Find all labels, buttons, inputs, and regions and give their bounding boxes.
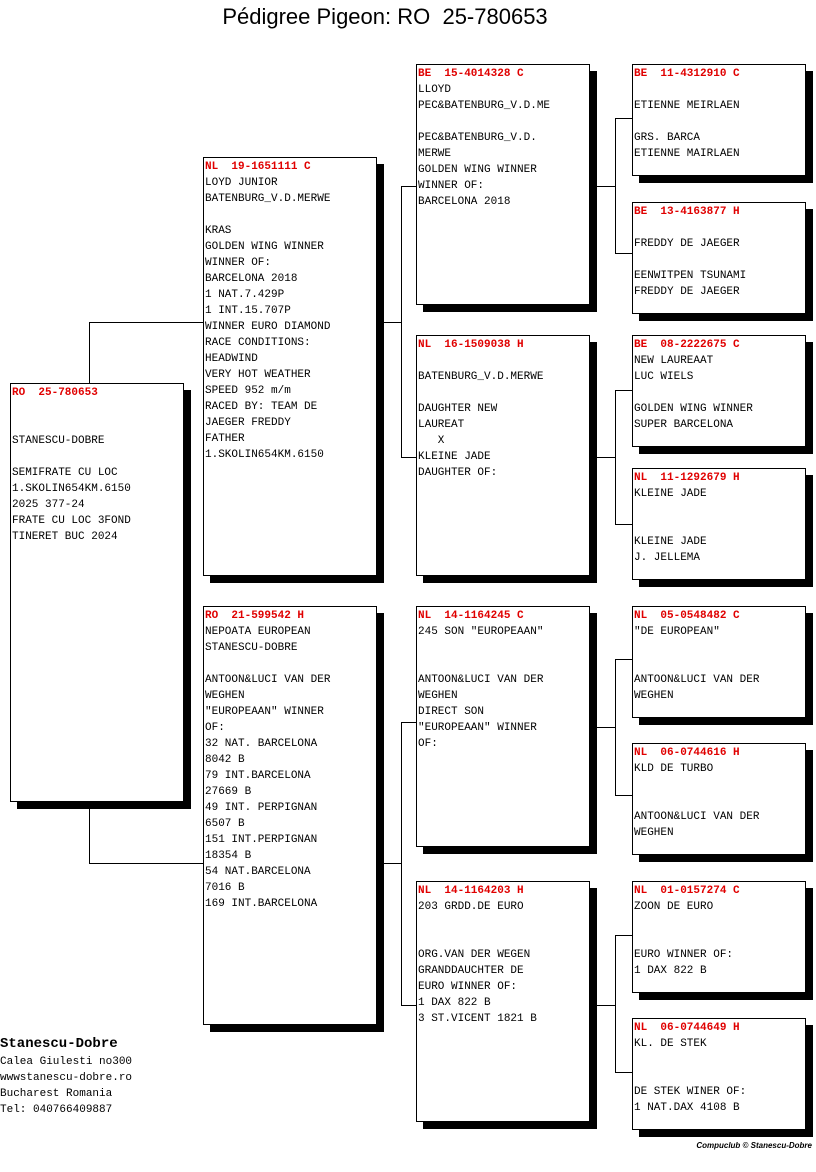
- ring-number: NL 14-1164245 C: [418, 610, 524, 622]
- connector-line: [615, 118, 633, 119]
- ring-number: RO 25-780653: [12, 387, 98, 399]
- ring-number: NL 14-1164203 H: [418, 885, 524, 897]
- ring-number: NL 06-0744649 H: [634, 1022, 740, 1034]
- connector-line: [401, 186, 402, 457]
- pigeon-card-fff[interactable]: [632, 64, 806, 176]
- connector-line: [401, 1005, 417, 1006]
- pigeon-card-mother-dam[interactable]: [416, 881, 590, 1122]
- pigeon-card-fmf[interactable]: [632, 335, 806, 447]
- pedigree-line: [418, 385, 589, 401]
- pedigree-line: GOLDEN WING WINNER: [205, 241, 324, 253]
- pedigree-line: RACE CONDITIONS:: [205, 337, 311, 349]
- pedigree-line: [634, 82, 805, 98]
- pedigree-line: JAEGER FREDDY: [205, 417, 291, 429]
- pedigree-line: 151 INT.PERPIGNAN: [205, 834, 318, 846]
- connector-line: [384, 863, 401, 864]
- pedigree-line: SPEED 952 m/m: [205, 385, 291, 397]
- connector-line: [615, 253, 633, 254]
- pedigree-line: 203 GRDD.DE EURO: [418, 901, 524, 913]
- pedigree-line: ANTOON&LUCI VAN DER: [418, 674, 544, 686]
- pigeon-card-mfm[interactable]: [632, 743, 806, 855]
- pedigree-line: KLEINE JADE: [634, 488, 707, 500]
- connector-line: [89, 808, 90, 863]
- pigeon-card-ffm[interactable]: [632, 202, 806, 314]
- connector-line: [401, 722, 402, 1005]
- pedigree-line: [634, 777, 805, 793]
- ring-number: BE 13-4163877 H: [634, 206, 740, 218]
- pedigree-line: PEC&BATENBURG_V.D.: [418, 132, 537, 144]
- footer-credit: Compuclub © Stanescu-Dobre: [696, 1141, 812, 1150]
- pedigree-line: [418, 114, 589, 130]
- ring-number: BE 15-4014328 C: [418, 68, 524, 80]
- pedigree-line: LUC WIELS: [634, 371, 694, 383]
- pedigree-line: DAUGHTER OF:: [418, 467, 498, 479]
- pedigree-line: ZOON DE EURO: [634, 901, 714, 913]
- connector-line: [89, 322, 204, 323]
- pedigree-line: [205, 207, 376, 223]
- pedigree-line: [418, 656, 589, 672]
- ring-number: RO 21-599542 H: [205, 610, 305, 622]
- pedigree-line: [205, 656, 376, 672]
- pedigree-line: 7016 B: [205, 882, 245, 894]
- connector-line: [615, 659, 616, 795]
- pedigree-line: [418, 915, 589, 931]
- pedigree-line: "DE EUROPEAN": [634, 626, 720, 638]
- pedigree-line: LAUREAT: [418, 419, 465, 431]
- pedigree-line: [634, 656, 805, 672]
- connector-line: [597, 457, 615, 458]
- pedigree-line: 8042 B: [205, 754, 245, 766]
- pedigree-line: OF:: [418, 738, 438, 750]
- pedigree-line: STANESCU-DOBRE: [205, 642, 298, 654]
- pedigree-line: BARCELONA 2018: [205, 273, 298, 285]
- pedigree-line: FATHER: [205, 433, 245, 445]
- pedigree-line: PEC&BATENBURG_V.D.ME: [418, 100, 551, 112]
- connector-line: [615, 795, 633, 796]
- pedigree-line: [634, 1052, 805, 1068]
- pedigree-line: WEGHEN: [634, 827, 674, 839]
- pedigree-line: BARCELONA 2018: [418, 196, 511, 208]
- pedigree-line: KL. DE STEK: [634, 1038, 707, 1050]
- pedigree-line: 32 NAT. BARCELONA: [205, 738, 318, 750]
- pedigree-line: [634, 793, 805, 809]
- connector-line: [384, 322, 401, 323]
- pedigree-line: [12, 449, 183, 465]
- pedigree-line: [12, 417, 183, 433]
- pigeon-card-mmf[interactable]: [632, 881, 806, 993]
- ring-number: NL 19-1651111 C: [205, 161, 311, 173]
- pedigree-line: WINNER OF:: [205, 257, 272, 269]
- pedigree-line: 1 NAT.7.429P: [205, 289, 285, 301]
- pedigree-line: GOLDEN WING WINNER: [418, 164, 537, 176]
- pedigree-line: [634, 220, 805, 236]
- connector-line: [615, 935, 633, 936]
- connector-line: [615, 390, 633, 391]
- pedigree-line: LLOYD: [418, 84, 452, 96]
- connector-line: [615, 524, 633, 525]
- pedigree-line: STANESCU-DOBRE: [12, 435, 105, 447]
- pedigree-line: NEPOATA EUROPEAN: [205, 626, 311, 638]
- pedigree-line: [418, 353, 589, 369]
- pedigree-line: [634, 385, 805, 401]
- pedigree-line: 3 ST.VICENT 1821 B: [418, 1013, 537, 1025]
- pedigree-line: 1.SKOLIN654KM.6150: [205, 449, 324, 461]
- page-title: Pédigree Pigeon: RO 25-780653: [222, 4, 548, 29]
- ring-number: BE 11-4312910 C: [634, 68, 740, 80]
- pedigree-line: MERWE: [418, 148, 452, 160]
- pedigree-line: 27669 B: [205, 786, 252, 798]
- connector-line: [401, 186, 417, 187]
- connector-line: [615, 118, 616, 253]
- pedigree-line: BATENBURG_V.D.MERWE: [418, 371, 544, 383]
- connector-line: [401, 457, 417, 458]
- pedigree-line: FREDDY DE JAEGER: [634, 286, 740, 298]
- pedigree-line: 2025 377-24: [12, 499, 85, 511]
- pedigree-line: SUPER BARCELONA: [634, 419, 734, 431]
- pedigree-line: 1 INT.15.707P: [205, 305, 291, 317]
- pedigree-line: GRS. BARCA: [634, 132, 701, 144]
- pedigree-line: OF:: [205, 722, 225, 734]
- breeder-city: Bucharest Romania: [0, 1088, 113, 1100]
- pedigree-line: GRANDDAUCHTER DE: [418, 965, 524, 977]
- pedigree-line: 49 INT. PERPIGNAN: [205, 802, 318, 814]
- pedigree-line: 1 NAT.DAX 4108 B: [634, 1102, 740, 1114]
- pedigree-line: [12, 401, 183, 417]
- pigeon-card-father-sire[interactable]: [416, 64, 590, 305]
- pedigree-line: ANTOON&LUCI VAN DER: [205, 674, 331, 686]
- breeder-website[interactable]: wwwstanescu-dobre.ro: [0, 1072, 133, 1084]
- ring-number: NL 06-0744616 H: [634, 747, 740, 759]
- pedigree-line: [418, 931, 589, 947]
- pedigree-line: WEGHEN: [418, 690, 458, 702]
- pedigree-line: [634, 252, 805, 268]
- breeder-info: [0, 1034, 132, 1118]
- pedigree-line: WEGHEN: [634, 690, 674, 702]
- pedigree-line: 245 SON "EUROPEAAN": [418, 626, 544, 638]
- pedigree-line: 79 INT.BARCELONA: [205, 770, 311, 782]
- pedigree-line: WINNER EURO DIAMOND: [205, 321, 331, 333]
- pedigree-line: KLEINE JADE: [418, 451, 491, 463]
- connector-line: [615, 935, 616, 1072]
- pedigree-line: GOLDEN WING WINNER: [634, 403, 753, 415]
- pedigree-line: [634, 915, 805, 931]
- pedigree-line: NEW LAUREAAT: [634, 355, 714, 367]
- pedigree-line: X: [418, 435, 445, 447]
- pedigree-line: [418, 640, 589, 656]
- connector-line: [615, 659, 633, 660]
- pedigree-line: 169 INT.BARCELONA: [205, 898, 318, 910]
- pedigree-line: HEADWIND: [205, 353, 258, 365]
- pedigree-line: VERY HOT WEATHER: [205, 369, 311, 381]
- pedigree-line: DIRECT SON: [418, 706, 485, 718]
- pigeon-card-father-dam[interactable]: [416, 335, 590, 576]
- pedigree-line: BATENBURG_V.D.MERWE: [205, 193, 331, 205]
- pedigree-line: ANTOON&LUCI VAN DER: [634, 811, 760, 823]
- pedigree-line: 1.SKOLIN654KM.6150: [12, 483, 131, 495]
- connector-line: [615, 1072, 633, 1073]
- connector-line: [89, 863, 204, 864]
- ring-number: NL 01-0157274 C: [634, 885, 740, 897]
- pedigree-line: WEGHEN: [205, 690, 245, 702]
- pigeon-card-fmm[interactable]: [632, 468, 806, 580]
- pedigree-line: EURO WINNER OF:: [634, 949, 734, 961]
- pigeon-card-subject[interactable]: [10, 383, 184, 802]
- pedigree-line: [634, 114, 805, 130]
- breeder-name: Stanescu-Dobre: [0, 1036, 118, 1052]
- pedigree-line: DAUGHTER NEW: [418, 403, 498, 415]
- pedigree-line: FRATE CU LOC 3FOND: [12, 515, 131, 527]
- pedigree-line: 54 NAT.BARCELONA: [205, 866, 311, 878]
- pedigree-line: J. JELLEMA: [634, 552, 701, 564]
- pedigree-line: ETIENNE MEIRLAEN: [634, 100, 740, 112]
- pedigree-line: 1 DAX 822 B: [634, 965, 707, 977]
- ring-number: NL 11-1292679 H: [634, 472, 740, 484]
- pedigree-line: [634, 931, 805, 947]
- connector-line: [615, 390, 616, 524]
- pedigree-line: "EUROPEAAN" WINNER: [205, 706, 324, 718]
- pedigree-line: "EUROPEAAN" WINNER: [418, 722, 537, 734]
- pedigree-line: ETIENNE MAIRLAEN: [634, 148, 740, 160]
- pedigree-line: EENWITPEN TSUNAMI: [634, 270, 747, 282]
- breeder-phone: Tel: 040766409887: [0, 1104, 113, 1116]
- pedigree-line: 1 DAX 822 B: [418, 997, 491, 1009]
- pigeon-card-mother-sire[interactable]: [416, 606, 590, 847]
- pigeon-card-father[interactable]: [203, 157, 377, 576]
- breeder-address: Calea Giulesti no300: [0, 1056, 133, 1068]
- pedigree-line: KRAS: [205, 225, 232, 237]
- pedigree-line: [634, 518, 805, 534]
- pedigree-line: TINERET BUC 2024: [12, 531, 118, 543]
- pedigree-line: RACED BY: TEAM DE: [205, 401, 318, 413]
- ring-number: NL 05-0548482 C: [634, 610, 740, 622]
- pedigree-line: KLD DE TURBO: [634, 763, 714, 775]
- connector-line: [597, 727, 615, 728]
- pedigree-line: [634, 502, 805, 518]
- pigeon-card-mmm[interactable]: [632, 1018, 806, 1130]
- connector-line: [597, 1005, 615, 1006]
- connector-line: [597, 186, 615, 187]
- pedigree-line: WINNER OF:: [418, 180, 485, 192]
- ring-number: BE 08-2222675 C: [634, 339, 740, 351]
- pedigree-line: DE STEK WINER OF:: [634, 1086, 747, 1098]
- pigeon-card-mother[interactable]: [203, 606, 377, 1025]
- pedigree-line: 6507 B: [205, 818, 245, 830]
- connector-line: [89, 322, 90, 383]
- pedigree-line: ORG.VAN DER WEGEN: [418, 949, 531, 961]
- pedigree-line: ANTOON&LUCI VAN DER: [634, 674, 760, 686]
- pedigree-line: FREDDY DE JAEGER: [634, 238, 740, 250]
- pedigree-line: KLEINE JADE: [634, 536, 707, 548]
- pedigree-line: EURO WINNER OF:: [418, 981, 518, 993]
- pedigree-line: LOYD JUNIOR: [205, 177, 278, 189]
- pedigree-line: [634, 640, 805, 656]
- connector-line: [401, 722, 417, 723]
- pigeon-card-mff[interactable]: [632, 606, 806, 718]
- pedigree-line: SEMIFRATE CU LOC: [12, 467, 118, 479]
- ring-number: NL 16-1509038 H: [418, 339, 524, 351]
- pedigree-line: 18354 B: [205, 850, 252, 862]
- pedigree-line: [634, 1068, 805, 1084]
